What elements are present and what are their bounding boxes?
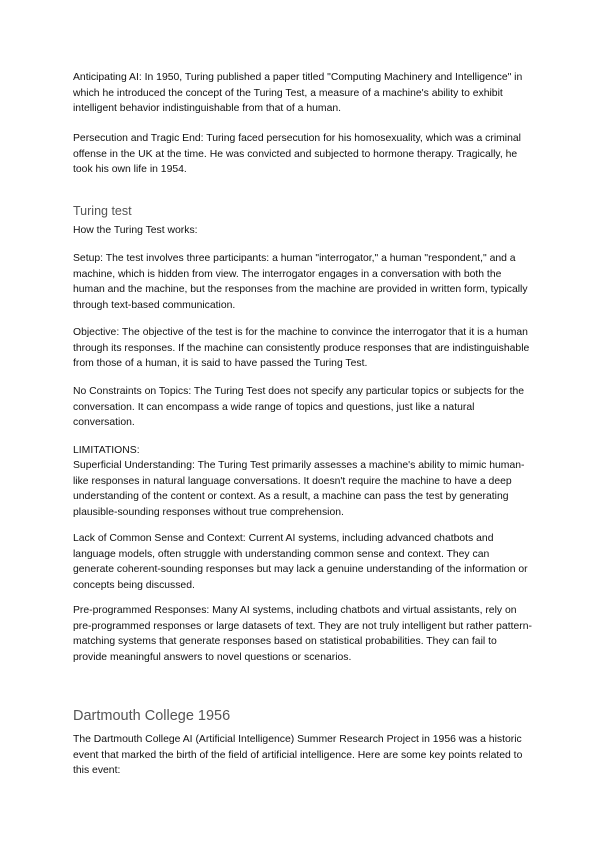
limitations-label: LIMITATIONS: — [73, 445, 140, 456]
paragraph-superficial-understanding: Superficial Understanding: The Turing Test primarily assesses a machine's ability to mimic human-like responses in natural language conversations. It doesn't require the machine to have a deep understanding of the content or context. As a result, a machine can pass the test by generating plausible-sounding responses without true comprehension. — [73, 460, 525, 518]
paragraph-no-constraints: No Constraints on Topics: The Turing Test does not specify any particular topics or subjects for the conversation. It can encompass a wide range of topics and questions, just like a natural conversation. — [73, 386, 525, 429]
heading-turing-test: Turing test — [73, 204, 132, 218]
heading-dartmouth: Dartmouth College 1956 — [73, 708, 231, 724]
paragraph-persecution: Persecution and Tragic End: Turing faced persecution for his homosexuality, which was a criminal offense in the UK at the time. He was convicted and subjected to hormone therapy. Tragically, he took his own life in 1954. — [73, 133, 521, 176]
paragraph-how-it-works: How the Turing Test works: — [73, 225, 198, 236]
paragraph-anticipating-ai: Anticipating AI: In 1950, Turing published a paper titled "Computing Machinery and Intelligence" in which he introduced the concept of the Turing Test, a measure of a machine's ability to exhibit intelligent behavior indistinguishable from that of a human. — [73, 72, 523, 115]
paragraph-objective: Objective: The objective of the test is for the machine to convince the interrogator that it is a human through its responses. If the machine can consistently produce responses that are indistinguishable from those of a human, it is said to have passed the Turing Test. — [73, 327, 530, 370]
paragraph-setup: Setup: The test involves three participants: a human "interrogator," a human "respondent," and a machine, which is hidden from view. The interrogator engages in a conversation with both the human and the machine, but the responses from the machine are provided in written form, typically through text-based communication. — [73, 253, 528, 311]
paragraph-dartmouth: The Dartmouth College AI (Artificial Intelligence) Summer Research Project in 1956 was a historic event that marked the birth of the field of artificial intelligence. Here are some key points related to this event: — [73, 734, 523, 777]
paragraph-common-sense: Lack of Common Sense and Context: Current AI systems, including advanced chatbots and language models, often struggle with understanding common sense and context. They can generate coherent-sounding responses but may lack a genuine understanding of the information or concepts being discussed. — [73, 533, 528, 591]
paragraph-preprogrammed: Pre-programmed Responses: Many AI systems, including chatbots and virtual assistants, rely on pre-programmed responses or large datasets of text. They are not truly intelligent but rather pattern-matching systems that generate responses based on statistical probabilities. They can fail to provide meaningful answers to novel questions or scenarios. — [73, 605, 532, 663]
